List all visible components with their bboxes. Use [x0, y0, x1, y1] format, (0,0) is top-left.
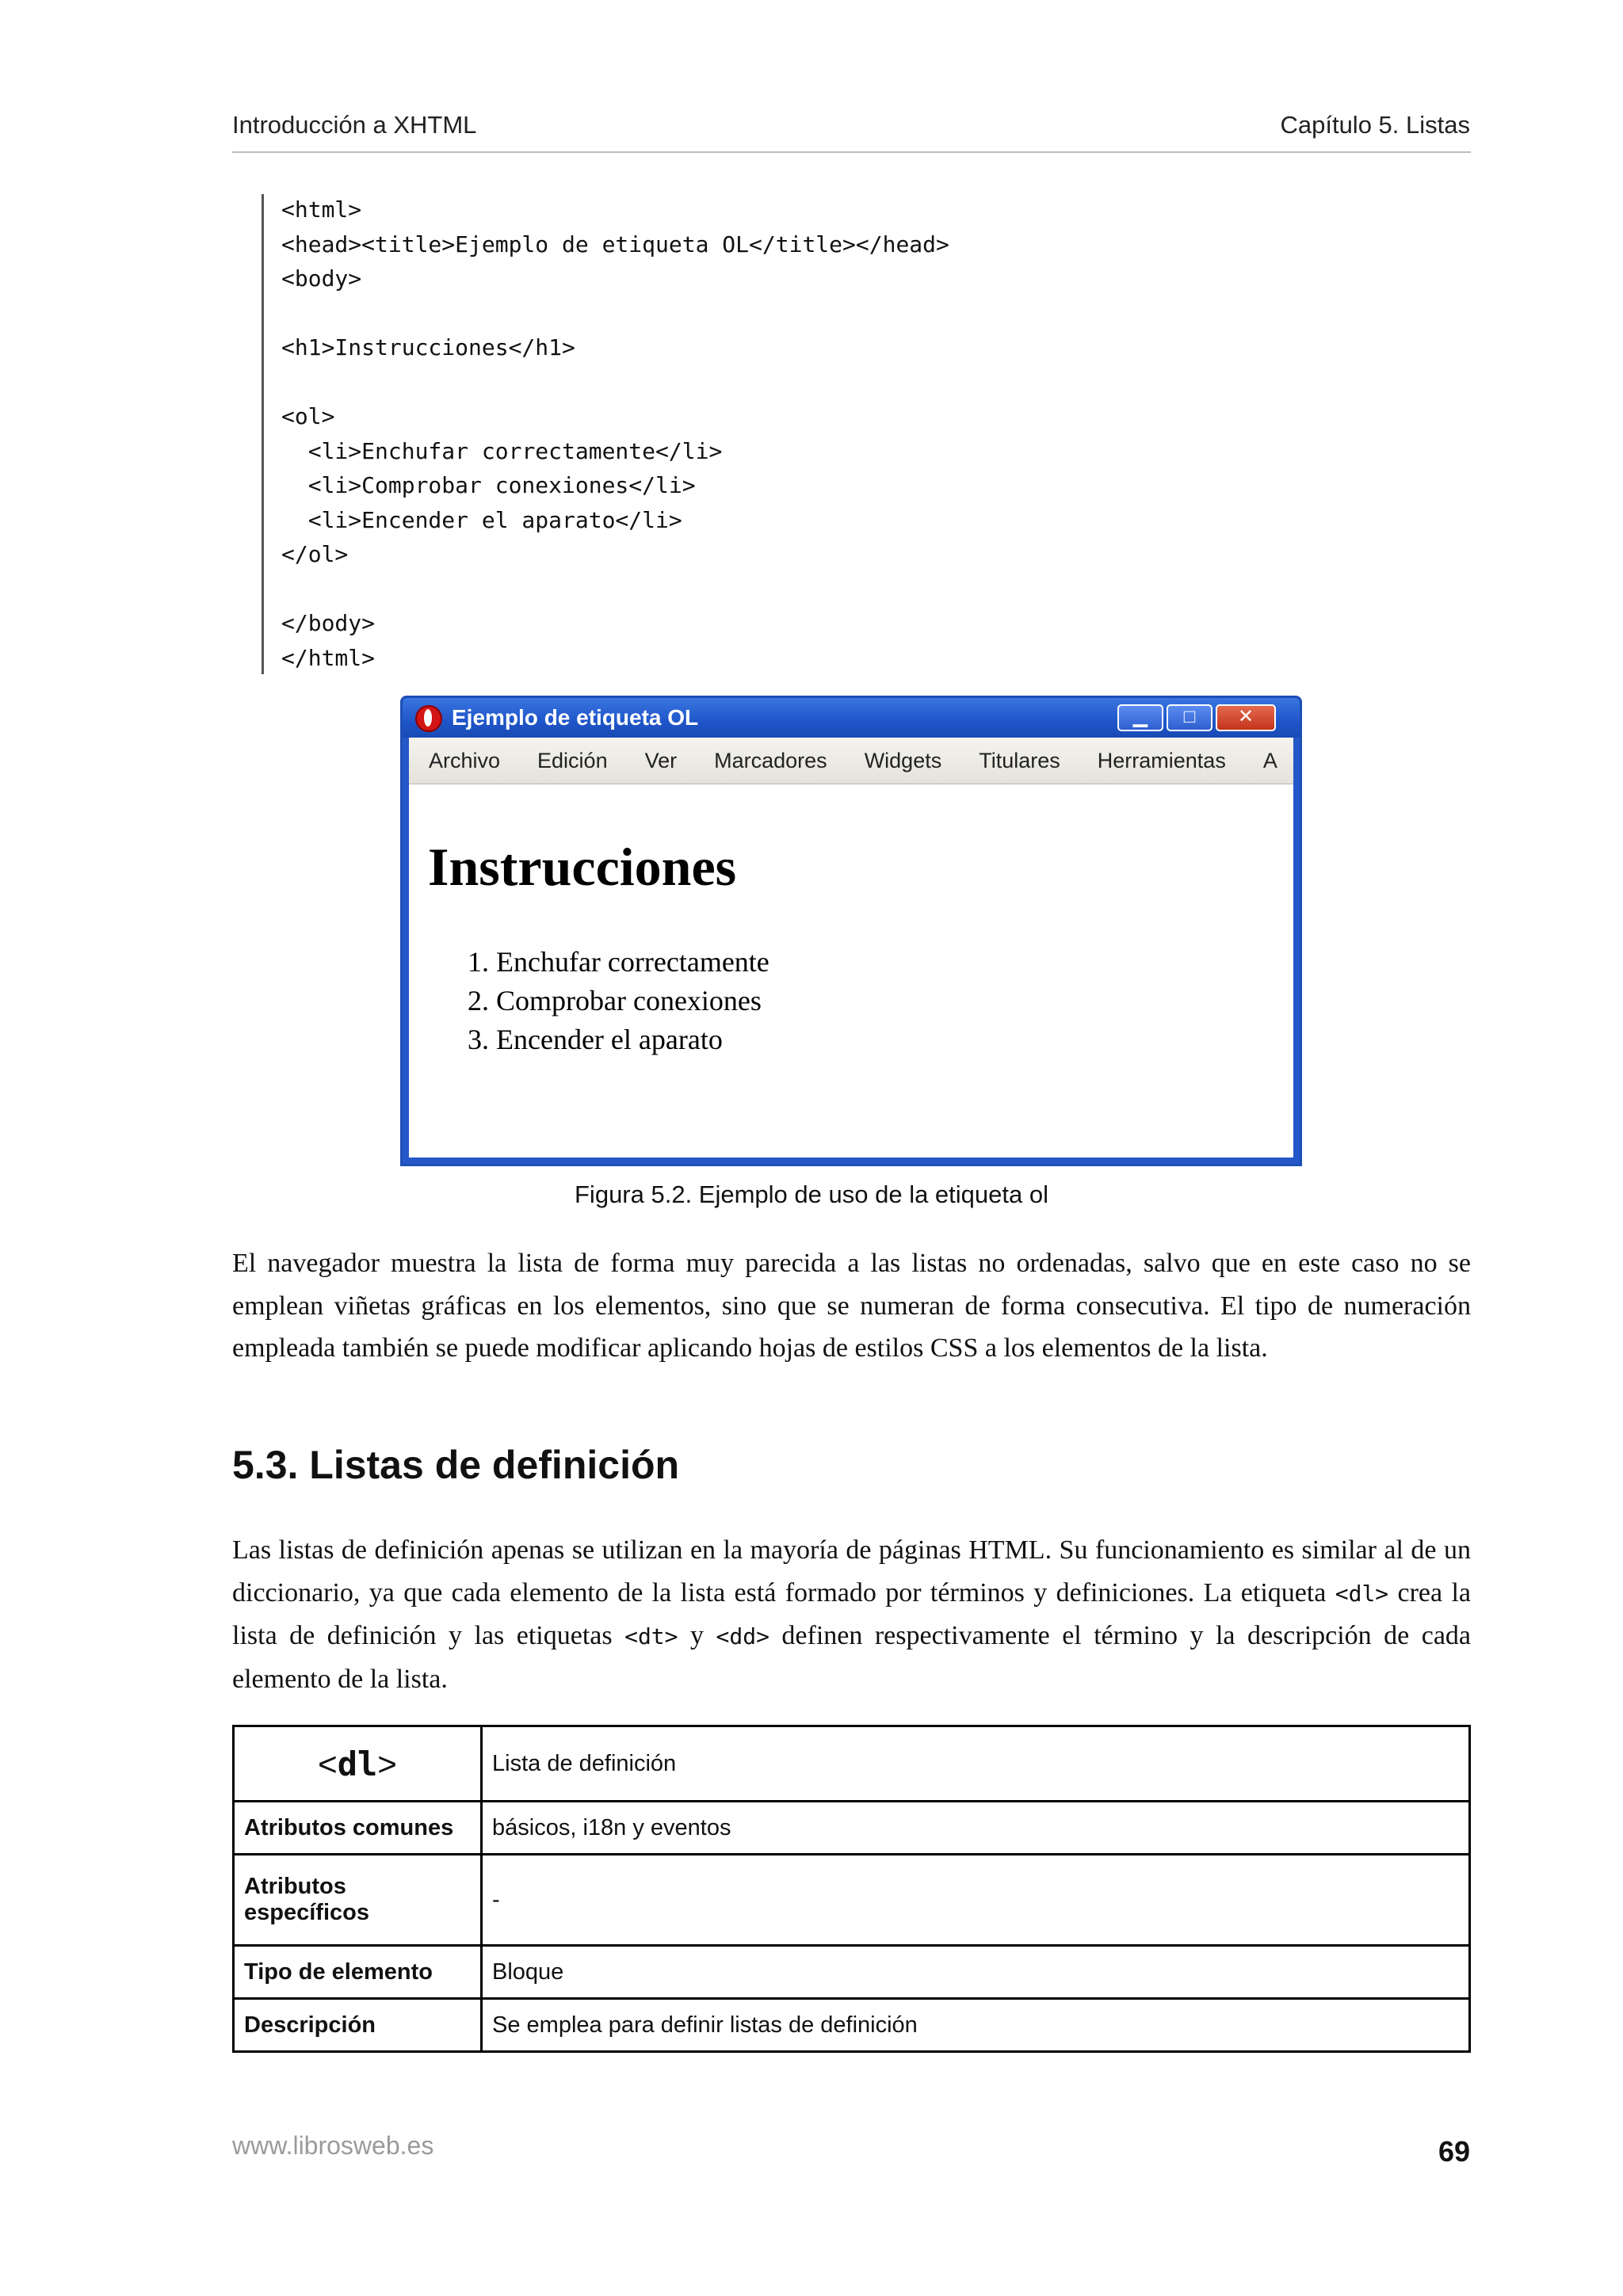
inline-code: <dl>	[1335, 1580, 1389, 1607]
browser-window-title: Ejemplo de etiqueta OL	[452, 705, 699, 730]
text-run: crea la lista de definición y las etiquetas	[232, 1577, 1471, 1650]
table-row	[234, 1802, 1470, 1855]
row-key: Descripción	[234, 1999, 482, 2052]
table-row	[234, 1999, 1470, 2052]
row-key: Atributos específicos	[234, 1855, 482, 1946]
menu-titulares[interactable]: Titulares	[979, 749, 1060, 772]
tag-cell	[234, 1726, 482, 1802]
page-number: 69	[1438, 2135, 1470, 2168]
browser-menubar	[409, 738, 1293, 784]
menu-edicion[interactable]: Edición	[537, 749, 608, 772]
row-value: Se emplea para definir listas de definición	[482, 1999, 1470, 2052]
rendered-heading: Instrucciones	[428, 837, 737, 897]
list-item: 2. Comprobar conexiones	[496, 982, 769, 1020]
table-row	[234, 1855, 1470, 1946]
list-item: 1. Enchufar correctamente	[496, 943, 769, 982]
browser-window-screenshot	[400, 696, 1302, 1166]
footer-website: www.librosweb.es	[232, 2131, 434, 2160]
angle-open: <	[318, 1745, 338, 1783]
tag-description: Lista de definición	[482, 1726, 1470, 1802]
table-row	[234, 1946, 1470, 1999]
rendered-ordered-list	[464, 943, 769, 1059]
code-block: <html> <head><title>Ejemplo de etiqueta OL</title></head> <body> <h1>Instrucciones</h1> <ol> <li>Enchufar correctamente</li> <li>Comprobar conexiones</li> <li>Encender el aparato</li> </ol> </body> </html>	[281, 196, 949, 671]
table-row	[234, 1726, 1470, 1802]
angle-close: >	[377, 1745, 397, 1783]
text-run: definen respectivamente el término y la descripción de cada elemento de la lista.	[232, 1621, 1471, 1694]
list-item: 3. Encender el aparato	[496, 1020, 769, 1059]
row-value: -	[482, 1855, 1470, 1946]
menu-widgets[interactable]: Widgets	[864, 749, 942, 772]
row-key: Tipo de elemento	[234, 1946, 482, 1999]
paragraph-definition-lists	[232, 1529, 1471, 1700]
row-key: Atributos comunes	[234, 1802, 482, 1855]
close-button[interactable]: ✕	[1216, 704, 1276, 731]
section-title: 5.3. Listas de definición	[232, 1443, 680, 1487]
maximize-button[interactable]: □	[1167, 704, 1212, 731]
figure-caption: Figura 5.2. Ejemplo de uso de la etiqueta ol	[575, 1180, 1048, 1208]
tag-name: dl	[337, 1744, 378, 1783]
running-header-book-title: Introducción a XHTML	[232, 111, 477, 139]
tag-reference-table	[232, 1725, 1471, 2053]
text-run: Las listas de definición apenas se utilizan en la mayoría de páginas HTML. Su funcionamiento es similar al de un diccionario, ya que cada elemento de la lista está formado por términos y definiciones. La etiqueta	[232, 1535, 1471, 1608]
menu-ver[interactable]: Ver	[644, 749, 678, 772]
browser-titlebar	[403, 698, 1300, 738]
browser-viewport	[409, 784, 1293, 1158]
inline-code: <dd>	[716, 1623, 769, 1650]
opera-logo-icon	[415, 705, 442, 732]
row-value: Bloque	[482, 1946, 1470, 1999]
running-header-chapter: Capítulo 5. Listas	[1280, 111, 1470, 139]
header-rule	[232, 151, 1471, 153]
menu-archivo[interactable]: Archivo	[429, 749, 501, 772]
text-run: y	[678, 1621, 716, 1650]
menu-marcadores[interactable]: Marcadores	[714, 749, 827, 772]
menu-truncated[interactable]: A	[1262, 749, 1277, 772]
row-value: básicos, i18n y eventos	[482, 1802, 1470, 1855]
code-block-bar	[262, 194, 264, 674]
menu-herramientas[interactable]: Herramientas	[1097, 749, 1226, 772]
paragraph: El navegador muestra la lista de forma muy parecida a las listas no ordenadas, salvo que en este caso no se emplean viñetas gráficas en los elementos, sino que se numeran de forma consecutiva. El tipo de numeración empleada también se puede modificar aplicando hojas de estilos CSS a los elementos de la lista.	[232, 1249, 1471, 1363]
inline-code: <dt>	[624, 1623, 678, 1650]
minimize-button[interactable]: ▁	[1117, 704, 1163, 731]
